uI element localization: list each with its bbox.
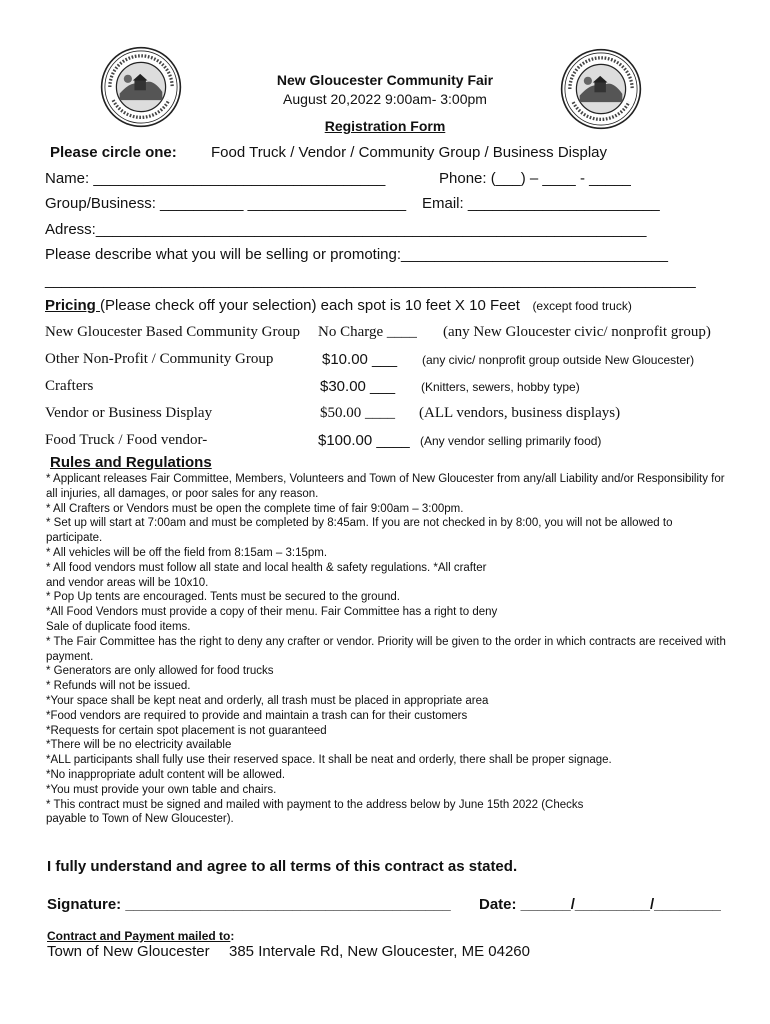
date-field[interactable]: Date: ______/_________/________ <box>479 896 721 913</box>
pricing-note-2: (any civic/ nonprofit group outside New Gloucester) <box>422 353 695 367</box>
rule-item: and vendor areas will be 10x10. <box>46 576 209 589</box>
circle-one-label: Please circle one: <box>50 144 177 161</box>
phone-field[interactable]: Phone: (___) – ____ - _____ <box>439 170 631 187</box>
rule-item: * All Crafters or Vendors must be open the complete time of fair 9:00am – 3:00pm. <box>46 502 464 515</box>
rule-item: *All Food Vendors must provide a copy of their menu. Fair Committee has a right to deny <box>46 606 498 619</box>
fair-date-time: August 20,2022 9:00am- 3:00pm <box>283 91 487 107</box>
rule-item: *Food vendors are required to provide and maintain a trash can for their customers <box>46 709 468 722</box>
rule-item: *No inappropriate adult content will be allowed. <box>46 768 286 781</box>
rules-list <box>46 472 726 827</box>
mailing-heading-row <box>47 929 234 943</box>
group-business-field[interactable]: Group/Business: __________ ___________________ <box>45 195 407 212</box>
mailing-recipient: Town of New Gloucester <box>47 943 210 960</box>
rule-item: *ALL participants shall fully use their reserved space. It shall be neat and orderly, there shall be proper signage. <box>46 754 612 767</box>
name-field[interactable]: Name: ___________________________________ <box>45 170 386 187</box>
pricing-price-2[interactable]: $10.00 ___ <box>322 351 398 368</box>
pricing-note-3: (Knitters, sewers, hobby type) <box>421 380 580 394</box>
pricing-price-5[interactable]: $100.00 ____ <box>318 432 410 449</box>
signature-field[interactable]: Signature: _______________________________________ <box>47 896 451 913</box>
rule-item: * Applicant releases Fair Committee, Members, Volunteers and Town of New Gloucester from any/all Liability and/or Responsibility for all injuries, all damages, or poor sales for any reason. <box>46 473 725 500</box>
pricing-heading-text: (Please check off your selection) each spot is 10 feet X 10 Feet <box>100 297 520 314</box>
address-field[interactable]: Adress:__________________________________________________________________ <box>45 221 647 238</box>
describe-field[interactable]: Please describe what you will be selling or promoting:________________________________ <box>45 246 668 263</box>
rule-item: *Requests for certain spot placement is not guaranteed <box>46 724 327 737</box>
pricing-note-5: (Any vendor selling primarily food) <box>420 434 602 448</box>
rule-item: Sale of duplicate food items. <box>46 620 191 633</box>
rule-item: *Your space shall be kept neat and orderly, all trash must be placed in appropriate area <box>46 694 489 707</box>
pricing-category-2: Other Non-Profit / Community Group <box>45 351 274 367</box>
pricing-category-4: Vendor or Business Display <box>45 405 213 421</box>
pricing-heading-row <box>45 297 632 315</box>
form-title: Registration Form <box>324 118 446 134</box>
rule-item: *You must provide your own table and chairs. <box>46 783 277 796</box>
pricing-price-4[interactable]: $50.00 ____ <box>320 405 395 421</box>
mailing-address: 385 Intervale Rd, New Gloucester, ME 04260 <box>229 943 530 960</box>
rule-item: payable to Town of New Gloucester). <box>46 813 234 826</box>
pricing-category-1: New Gloucester Based Community Group <box>45 324 300 340</box>
rule-item: * The Fair Committee has the right to deny any crafter or vendor. Priority will be given to the order in which contracts are received with payment. <box>46 635 726 663</box>
pricing-heading-note: (except food truck) <box>532 299 632 313</box>
pricing-note-1: (any New Gloucester civic/ nonprofit group) <box>443 324 711 340</box>
rule-item: * Set up will start at 7:00am and must be completed by 8:45am. If you are not checked in by 8:00, you will not be allowed to participate. <box>46 517 673 545</box>
rule-item: * Pop Up tents are encouraged. Tents must be secured to the ground. <box>46 591 400 604</box>
pricing-note-4: (ALL vendors, business displays) <box>419 405 621 421</box>
pricing-heading: Pricing <box>45 297 101 314</box>
rules-heading: Rules and Regulations <box>50 454 212 471</box>
agreement-statement: I fully understand and agree to all terms of this contract as stated. <box>47 858 518 875</box>
rule-item: * Refunds will not be issued. <box>46 680 191 693</box>
rule-item: * All food vendors must follow all state and local health & safety regulations. *All crafter <box>46 561 487 574</box>
rule-item: * Generators are only allowed for food trucks <box>46 665 274 678</box>
circle-one-options[interactable]: Food Truck / Vendor / Community Group / Business Display <box>211 144 607 161</box>
rule-item: *There will be no electricity available <box>46 739 232 752</box>
pricing-category-3: Crafters <box>45 378 94 394</box>
pricing-price-3[interactable]: $30.00 ___ <box>320 378 396 395</box>
rule-item: * All vehicles will be off the field from 8:15am – 3:15pm. <box>46 546 328 559</box>
email-field[interactable]: Email: _______________________ <box>422 195 660 212</box>
mailing-heading: Contract and Payment mailed to <box>47 929 231 943</box>
rule-item: * This contract must be signed and mailed with payment to the address below by June 15th 2022 (Checks <box>46 798 584 811</box>
fair-title: New Gloucester Community Fair <box>276 72 494 88</box>
pricing-category-5: Food Truck / Food vendor- <box>45 432 208 448</box>
pricing-price-1[interactable]: No Charge ____ <box>318 324 417 340</box>
mailing-heading-colon: : <box>230 929 235 943</box>
describe-field-line2[interactable]: ______________________________________________________________________________ <box>45 272 696 289</box>
